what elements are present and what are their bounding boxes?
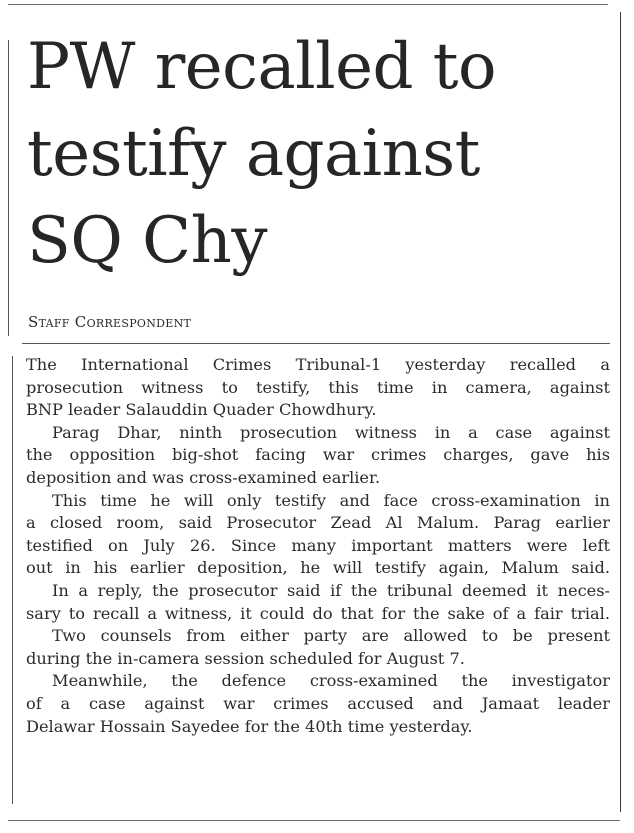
body-line: Parag Dhar, ninth prosecution witness in a case against <box>52 422 610 442</box>
body-line: In a reply, the prosecutor said if the tribunal deemed it neces- <box>52 580 610 600</box>
right-column-rule <box>620 12 621 812</box>
body-line: testified on July 26. Since many important matters were left <box>26 535 610 555</box>
top-rule <box>8 4 608 5</box>
headline-line-2: testify against <box>27 117 480 191</box>
body-line: Delawar Hossain Sayedee for the 40th time yesterday. <box>26 716 473 736</box>
body-line: the opposition big-shot facing war crimes charges, gave his <box>26 445 610 465</box>
body-line: sary to recall a witness, it could do that for the sake of a fair trial. <box>26 603 610 623</box>
byline: Staff Correspondent <box>28 313 192 331</box>
body-line: deposition and was cross-examined earlier. <box>26 467 381 487</box>
body-line: a closed room, said Prosecutor Zead Al Malum. Parag earlier <box>26 513 610 533</box>
headline <box>27 24 617 285</box>
body-line: Two counsels from either party are allowed to be present <box>52 626 610 646</box>
left-rule-body <box>12 356 13 804</box>
body-line: prosecution witness to testify, this time in camera, against <box>26 377 610 397</box>
headline-line-3: SQ Chy <box>27 204 267 278</box>
left-rule-headline <box>8 40 9 336</box>
byline-rule <box>22 343 610 344</box>
body-line: This time he will only testify and face cross-examination in <box>52 490 610 510</box>
body-line: The International Crimes Tribunal-1 yesterday recalled a <box>26 355 610 374</box>
body-line: of a case against war crimes accused and Jamaat leader <box>26 693 610 713</box>
bottom-rule <box>8 820 620 821</box>
body-line: out in his earlier deposition, he will testify again, Malum said. <box>26 558 610 578</box>
headline-line-1: PW recalled to <box>27 30 497 104</box>
body-line: Meanwhile, the defence cross-examined the investigator <box>52 671 610 691</box>
body-line: during the in-camera session scheduled for August 7. <box>26 648 465 668</box>
article-body <box>26 354 610 738</box>
body-line: BNP leader Salauddin Quader Chowdhury. <box>26 400 377 420</box>
